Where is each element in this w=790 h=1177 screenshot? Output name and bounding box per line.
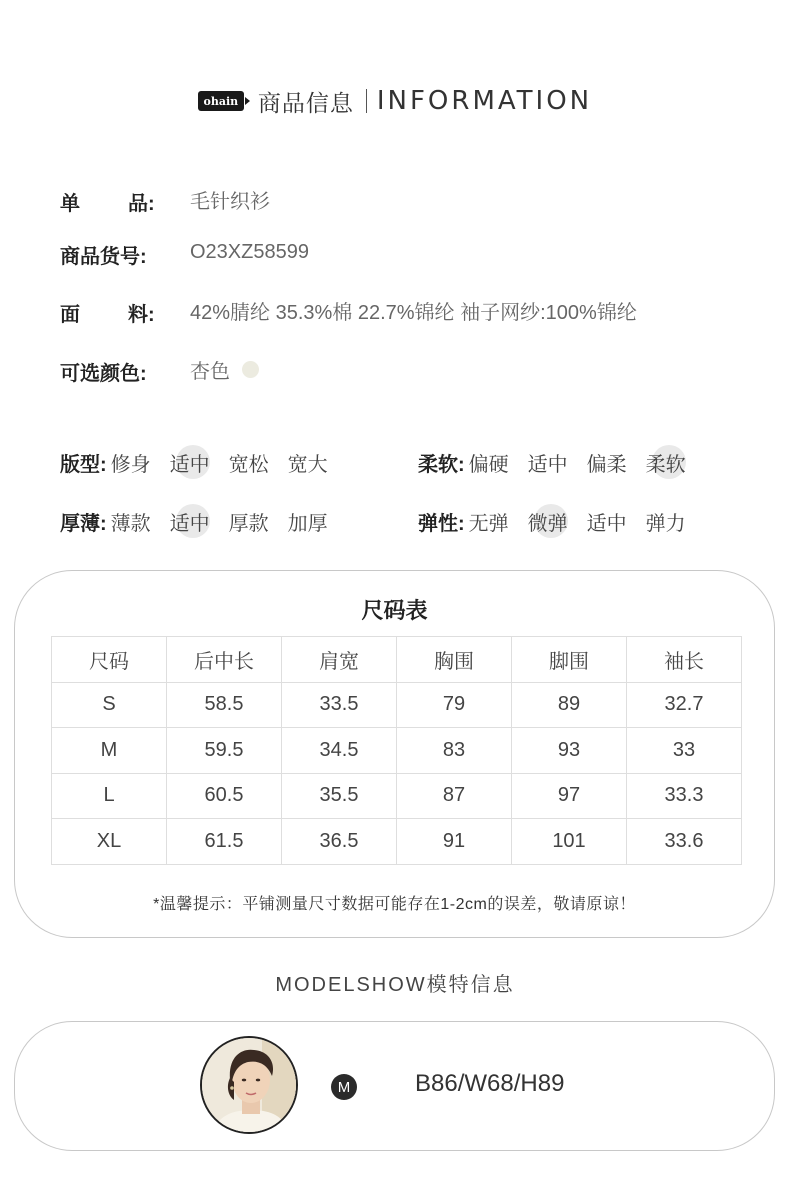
attr-option-text: 无弹: [468, 512, 509, 535]
info-value-color: [190, 355, 259, 384]
attr-option-softness: [587, 445, 646, 479]
attr-option-text: 偏硬: [468, 453, 509, 476]
attr-option-elasticity: [587, 504, 646, 538]
table-row: [52, 819, 742, 865]
info-value-fabric: 42%腈纶 35.3%棉 22.7%锦纶 袖子网纱:100%锦纶: [190, 301, 637, 324]
attr-row-thickness: [60, 504, 347, 538]
table-header-cell: 袖长: [627, 637, 742, 683]
table-cell: XL: [52, 819, 167, 865]
table-cell: 83: [397, 728, 512, 774]
info-row-fabric: [60, 295, 637, 325]
info-label-color: [60, 354, 190, 384]
header-title-cn: 商品信息: [257, 89, 354, 116]
table-cell: M: [52, 728, 167, 774]
info-row-sku: [60, 237, 309, 267]
table-header-cell: 后中长: [167, 637, 282, 683]
attr-option-elasticity: [469, 504, 528, 538]
info-label-sku: [60, 237, 190, 267]
attr-option-elasticity: [646, 504, 705, 538]
attr-label-elasticity: 弹性:: [418, 512, 465, 535]
attr-option-softness: [469, 445, 528, 479]
table-cell: 101: [512, 819, 627, 865]
attr-label-thickness: 厚薄:: [60, 512, 107, 535]
header-title-en: INFORMATION: [376, 86, 593, 116]
table-cell: 33.3: [627, 773, 742, 819]
attr-label-softness: 柔软:: [418, 453, 465, 476]
table-cell: 79: [397, 682, 512, 728]
attr-option-fit-selected: [170, 445, 229, 479]
table-cell: 87: [397, 773, 512, 819]
attr-option-fit: [288, 445, 347, 479]
info-label-fabric: [60, 295, 190, 325]
table-cell: 33.5: [282, 682, 397, 728]
table-row: [52, 773, 742, 819]
info-row-item: [60, 184, 270, 214]
table-cell: 35.5: [282, 773, 397, 819]
table-header-cell: 肩宽: [282, 637, 397, 683]
attr-option-text: 适中: [169, 453, 210, 476]
attr-row-softness: [418, 445, 705, 479]
size-chart-note: *温馨提示：平铺测量尺寸数据可能存在1-2cm的误差，敬请原谅！: [153, 896, 636, 913]
attr-option-thickness: [111, 504, 170, 538]
table-cell: 33: [627, 728, 742, 774]
table-cell: 61.5: [167, 819, 282, 865]
table-row: [52, 728, 742, 774]
attr-row-fit: [60, 445, 347, 479]
info-label-fabric-a: 面: [60, 304, 80, 326]
info-label-sku-text: 商品货号:: [60, 246, 147, 268]
table-cell: 93: [512, 728, 627, 774]
attr-option-fit: [111, 445, 170, 479]
table-cell: 34.5: [282, 728, 397, 774]
attr-option-text: 薄款: [110, 512, 151, 535]
attr-option-softness: [528, 445, 587, 479]
attr-option-thickness: [288, 504, 347, 538]
section-header: [0, 84, 790, 118]
table-row: [52, 682, 742, 728]
info-row-color: [60, 354, 259, 384]
attr-option-thickness-selected: [170, 504, 229, 538]
table-header-cell: 胸围: [397, 637, 512, 683]
attr-option-thickness: [229, 504, 288, 538]
header-divider: [366, 89, 367, 113]
color-swatch: [242, 361, 259, 378]
table-cell: 91: [397, 819, 512, 865]
size-badge: M: [331, 1074, 357, 1100]
table-cell: 97: [512, 773, 627, 819]
attr-option-fit: [229, 445, 288, 479]
model-avatar: [200, 1036, 298, 1134]
attr-option-text: 修身: [110, 453, 151, 476]
table-cell: 32.7: [627, 682, 742, 728]
attr-option-softness-selected: [646, 445, 705, 479]
attr-option-text: 适中: [169, 512, 210, 535]
table-cell: 60.5: [167, 773, 282, 819]
table-cell: L: [52, 773, 167, 819]
attr-option-text: 宽大: [287, 453, 328, 476]
table-cell: 89: [512, 682, 627, 728]
table-cell: 36.5: [282, 819, 397, 865]
info-label-color-text: 可选颜色:: [60, 363, 147, 385]
size-chart-title: 尺码表: [361, 598, 428, 623]
table-cell: 33.6: [627, 819, 742, 865]
table-cell: 59.5: [167, 728, 282, 774]
info-label-item-a: 单: [60, 193, 80, 215]
brand-logo-text: ohain: [203, 94, 239, 108]
attr-row-elasticity: [418, 504, 705, 538]
size-chart-card: [14, 570, 775, 938]
attr-option-text: 适中: [527, 453, 568, 476]
attr-option-elasticity-selected: [528, 504, 587, 538]
table-header-cell: 脚围: [512, 637, 627, 683]
color-name: 杏色: [190, 360, 230, 383]
attr-option-text: 偏柔: [586, 453, 627, 476]
model-info-card: [14, 1021, 775, 1151]
attr-option-text: 加厚: [287, 512, 328, 535]
size-table: [51, 636, 742, 865]
attr-option-text: 适中: [586, 512, 627, 535]
table-header-row: [52, 637, 742, 683]
attr-option-text: 微弹: [527, 512, 568, 535]
brand-logo: [198, 91, 244, 111]
table-header-cell: 尺码: [52, 637, 167, 683]
attr-label-fit: 版型:: [60, 453, 107, 476]
attr-option-text: 柔软: [645, 453, 686, 476]
table-cell: S: [52, 682, 167, 728]
attr-option-text: 弹力: [645, 512, 686, 535]
attr-option-text: 宽松: [228, 453, 269, 476]
info-value-item: 毛针织衫: [190, 190, 270, 213]
info-label-item: [60, 184, 190, 214]
info-label-fabric-b: 料:: [128, 304, 155, 326]
info-label-item-b: 品:: [128, 193, 155, 215]
model-measurements: B86/W68/H89: [415, 1070, 565, 1097]
model-portrait-illustration: [202, 1038, 298, 1134]
model-section-heading: MODELSHOW模特信息: [275, 974, 515, 996]
info-value-sku: O23XZ58599: [190, 240, 309, 263]
table-cell: 58.5: [167, 682, 282, 728]
attr-option-text: 厚款: [228, 512, 269, 535]
